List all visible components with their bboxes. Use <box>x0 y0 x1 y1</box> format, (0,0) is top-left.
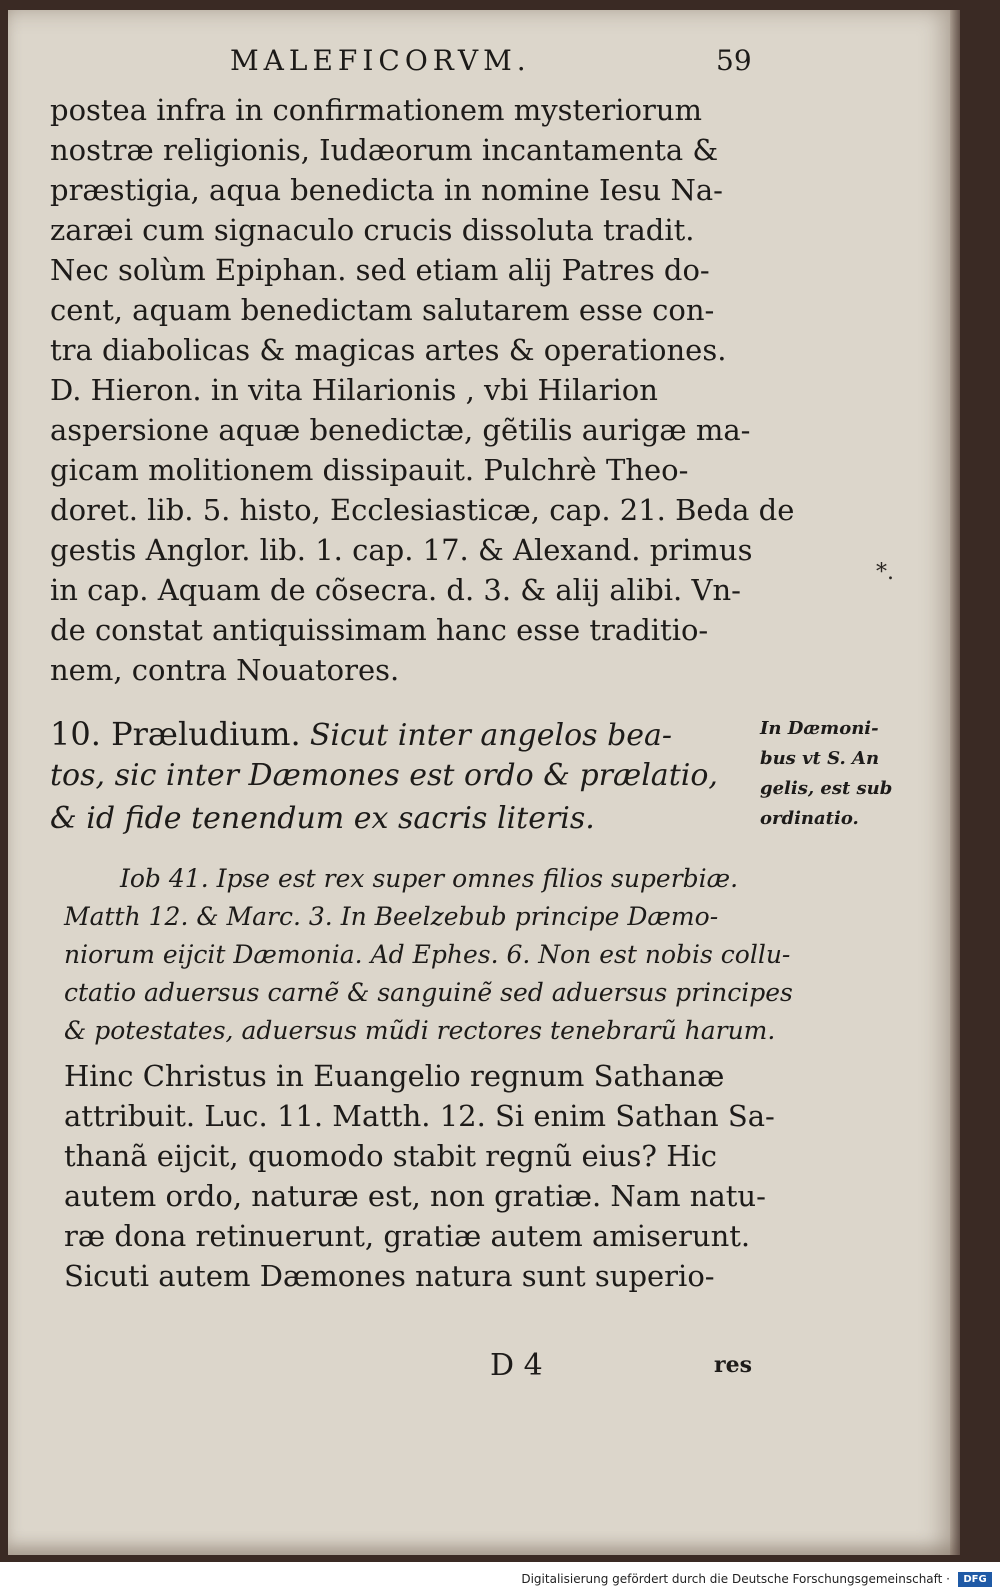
text-line: nem, contra Nouatores. <box>50 653 400 687</box>
text-line: attribuit. Luc. 11. Matth. 12. Si enim Sathan Sa- <box>64 1099 775 1133</box>
margin-note-line: In Dæmoni- <box>760 718 879 739</box>
text-line: in cap. Aquam de cõsecra. d. 3. & alij alibi. Vn- <box>50 573 741 607</box>
text-line: de constat antiquissimam hanc esse traditio- <box>50 613 709 647</box>
text-line: præstigia, aqua benedicta in nomine Iesu Na- <box>50 173 723 207</box>
praeludium-line <box>50 715 673 753</box>
text-line: tra diabolicas & magicas artes & operationes. <box>50 333 727 367</box>
citation-line: Matth 12. & Marc. 3. In Beelzebub principe Dæmo- <box>64 902 719 931</box>
text-line: gestis Anglor. lib. 1. cap. 17. & Alexand. primus <box>50 533 753 567</box>
dfg-logo: DFG <box>958 1572 992 1587</box>
running-head: MALEFICORVM. <box>230 44 531 77</box>
catchword: res <box>714 1352 752 1378</box>
margin-note-line: gelis, est sub <box>760 778 893 799</box>
margin-note-line: bus vt S. An <box>760 748 880 769</box>
citation-line: ctatio aduersus carnẽ & sanguinẽ sed aduersus principes <box>64 978 793 1007</box>
page-number: 59 <box>716 44 752 77</box>
marginal-asterisk: *. <box>876 560 894 585</box>
text-line: zaræi cum signaculo crucis dissoluta tradit. <box>50 213 695 247</box>
text-line: doret. lib. 5. histo, Ecclesiasticæ, cap. 21. Beda de <box>50 493 795 527</box>
text-line: cent, aquam benedictam salutarem esse con- <box>50 293 715 327</box>
text-line: gicam molitionem dissipauit. Pulchrè Theo- <box>50 453 689 487</box>
citation-line: Iob 41. Ipse est rex super omnes filios superbiæ. <box>120 864 739 893</box>
funding-credit: Digitalisierung gefördert durch die Deutsche Forschungsgemeinschaft · <box>521 1572 950 1586</box>
praeludium-text: Sicut inter angelos bea- <box>309 718 673 753</box>
praeludium-heading: 10. Præludium. <box>50 715 301 753</box>
praeludium-line: & id fide tenendum ex sacris literis. <box>50 801 595 836</box>
text-line: Hinc Christus in Euangelio regnum Sathanæ <box>64 1059 725 1093</box>
text-line: autem ordo, naturæ est, non gratiæ. Nam natu- <box>64 1179 766 1213</box>
text-line: Sicuti autem Dæmones natura sunt superio- <box>64 1259 715 1293</box>
text-line: thanã eijcit, quomodo stabit regnũ eius? Hic <box>64 1139 718 1173</box>
page-header <box>230 44 750 84</box>
margin-note-line: ordinatio. <box>760 808 859 829</box>
citation-line: & potestates, aduersus mũdi rectores tenebrarũ harum. <box>64 1016 776 1045</box>
praeludium-line: tos, sic inter Dæmones est ordo & prælatio, <box>50 758 718 793</box>
text-line: postea infra in confirmationem mysteriorum <box>50 93 702 127</box>
text-line: nostræ religionis, Iudæorum incantamenta & <box>50 133 719 167</box>
text-line: Nec solùm Epiphan. sed etiam alij Patres do- <box>50 253 710 287</box>
page-edge-shadow <box>950 10 960 1555</box>
text-line: aspersione aquæ benedictæ, gẽtilis aurigæ ma- <box>50 413 751 447</box>
signature-mark: D 4 <box>490 1348 543 1383</box>
text-line: D. Hieron. in vita Hilarionis , vbi Hilarion <box>50 373 658 407</box>
footer-bar <box>0 1570 1000 1592</box>
citation-line: niorum eijcit Dæmonia. Ad Ephes. 6. Non est nobis collu- <box>64 940 791 969</box>
text-line: ræ dona retinuerunt, gratiæ autem amiserunt. <box>64 1219 751 1253</box>
